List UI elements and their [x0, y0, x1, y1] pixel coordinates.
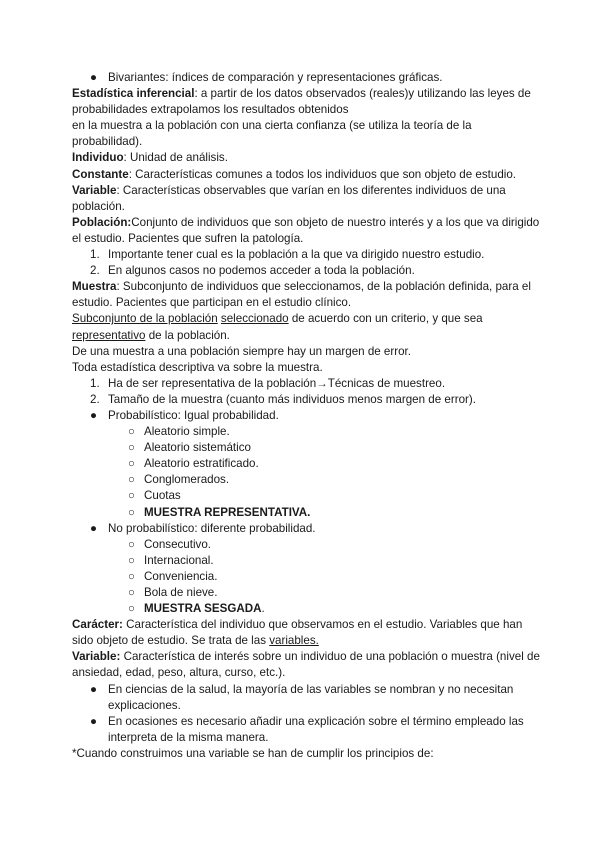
paragraph-margen-error: De una muestra a una población siempre hay un margen de error. [72, 344, 411, 358]
bullet-item [72, 70, 540, 86]
sub-bullet-item [72, 456, 540, 472]
paragraph-poblacion [72, 215, 540, 247]
number-marker: 1. [90, 248, 100, 262]
variables-link[interactable]: variables. [269, 634, 319, 648]
definition: : Unidad de análisis. [123, 151, 228, 165]
term: Carácter: [72, 618, 123, 632]
sub-bullet-item [72, 569, 540, 585]
number-marker: 2. [90, 392, 100, 406]
circle-marker: ○ [128, 425, 136, 439]
bullet-item [72, 521, 540, 537]
circle-marker: ○ [128, 441, 136, 455]
definition: Conjunto de individuos que son objeto de nuestro interés y a los que va dirigido el estudio. Pacientes que sufren la patología. [72, 215, 540, 245]
bullet-marker: ● [90, 714, 98, 728]
sub-bullet-text: Internacional. [144, 553, 214, 567]
bullet-marker: ● [90, 521, 98, 535]
bullet-marker: ● [90, 71, 98, 84]
term: Población: [72, 215, 132, 229]
sub-bullet-item [72, 440, 540, 456]
numbered-item [72, 376, 540, 392]
sub-bullet-item [72, 601, 540, 617]
sub-bullet-text: Conglomerados. [144, 473, 230, 487]
term: Individuo [72, 151, 124, 165]
circle-marker: ○ [128, 569, 136, 583]
numbered-item [72, 392, 540, 408]
definition: : a partir de los datos observados (reales)y utilizando las leyes de probabilidades extrapolamos los resultados obtenidos [72, 87, 531, 117]
paragraph-individuo [72, 150, 540, 166]
circle-marker: ○ [128, 505, 136, 519]
text: de la población. [145, 328, 230, 342]
paragraph-variable-2 [72, 649, 540, 681]
underlined-text: Subconjunto de la población [72, 312, 218, 326]
bullet-text: En ciencias de la salud, la mayoría de las variables se nombran y no necesitan explicaciones. [108, 682, 514, 712]
circle-marker: ○ [128, 553, 136, 567]
circle-marker: ○ [128, 586, 136, 599]
continuation: en la muestra a la población con una cierta confianza (se utiliza la teoría de la probabilidad). [72, 119, 472, 149]
paragraph-variable [72, 183, 540, 215]
bullet-text: Bivariantes: índices de comparación y representaciones gráficas. [108, 71, 443, 84]
numbered-text: Tamaño de la muestra (cuanto más individuos menos margen de error). [108, 392, 476, 406]
sub-bullet-text: Bola de nieve. [144, 586, 218, 599]
sub-bullet-text-bold: MUESTRA SESGADA [144, 602, 262, 616]
sub-bullet-text: Conveniencia. [144, 569, 218, 583]
paragraph-subconjunto [72, 311, 540, 343]
underlined-text: representativo [72, 328, 146, 342]
circle-marker: ○ [128, 489, 136, 503]
sub-bullet-text: Aleatorio estratificado. [144, 457, 259, 471]
bullet-marker: ● [90, 408, 98, 422]
term: Variable [72, 183, 117, 197]
bullet-item [72, 408, 540, 424]
paragraph-constante [72, 167, 540, 183]
definition: Característica del individuo que observamos en el estudio. Variables que han sido objeto de estudio. Se trata de las [72, 618, 523, 648]
term: Variable: [72, 650, 121, 664]
numbered-text: En algunos casos no podemos acceder a toda la población. [108, 264, 415, 278]
bullet-text: En ocasiones es necesario añadir una explicación sobre el término empleado las interpreta de la misma manera. [108, 714, 524, 744]
number-marker: 2. [90, 264, 100, 278]
sub-bullet-text: Cuotas [144, 489, 181, 503]
sub-bullet-item [72, 505, 540, 521]
number-marker: 1. [90, 376, 100, 390]
bullet-item [72, 682, 540, 714]
sub-bullet-item [72, 424, 540, 440]
numbered-item [72, 247, 540, 263]
sub-bullet-item [72, 537, 540, 553]
definition: : Características comunes a todos los individuos que son objeto de estudio. [128, 167, 517, 181]
bullet-text: Probabilístico: Igual probabilidad. [108, 408, 279, 422]
underlined-text: seleccionado [220, 312, 289, 326]
sub-bullet-text: Aleatorio simple. [144, 425, 230, 439]
paragraph-muestra [72, 279, 540, 311]
paragraph-estadistica-descriptiva: Toda estadística descriptiva va sobre la muestra. [72, 360, 323, 374]
definition: Característica de interés sobre un individuo de una población o muestra (nivel de ansiedad, edad, peso, altura, curso, etc.). [72, 650, 540, 680]
bullet-item [72, 714, 540, 746]
circle-marker: ○ [128, 473, 136, 487]
sub-bullet-item [72, 472, 540, 488]
numbered-text: Ha de ser representativa de la población→Técnicas de muestreo. [108, 376, 446, 390]
bullet-text: No probabilístico: diferente probabilidad. [108, 521, 316, 535]
period: . [261, 602, 265, 616]
term: Muestra [72, 280, 117, 294]
paragraph-caracter [72, 617, 540, 649]
bullet-marker: ● [90, 682, 98, 696]
circle-marker: ○ [128, 457, 136, 471]
paragraph-principios: *Cuando construimos una variable se han de cumplir los principios de: [72, 746, 434, 760]
text: de acuerdo con un criterio, y que sea [288, 312, 483, 326]
sub-bullet-item [72, 553, 540, 569]
sub-bullet-text: Consecutivo. [144, 537, 212, 551]
term: Constante [72, 167, 129, 181]
circle-marker: ○ [128, 602, 136, 616]
sub-bullet-item [72, 585, 540, 601]
definition: : Características observables que varían en los diferentes individuos de una población. [72, 183, 506, 213]
term: Estadística inferencial [72, 87, 195, 101]
definition: : Subconjunto de individuos que seleccionamos, de la población definida, para el estudio. Pacientes que participan en el estudio clínico. [72, 280, 531, 310]
paragraph-estadistica-inferencial [72, 86, 540, 150]
numbered-text: Importante tener cual es la población a la que va dirigido nuestro estudio. [108, 248, 485, 262]
circle-marker: ○ [128, 537, 136, 551]
sub-bullet-text-bold: MUESTRA REPRESENTATIVA. [144, 505, 311, 519]
numbered-item [72, 263, 540, 279]
sub-bullet-item [72, 488, 540, 504]
sub-bullet-text: Aleatorio sistemático [144, 441, 251, 455]
